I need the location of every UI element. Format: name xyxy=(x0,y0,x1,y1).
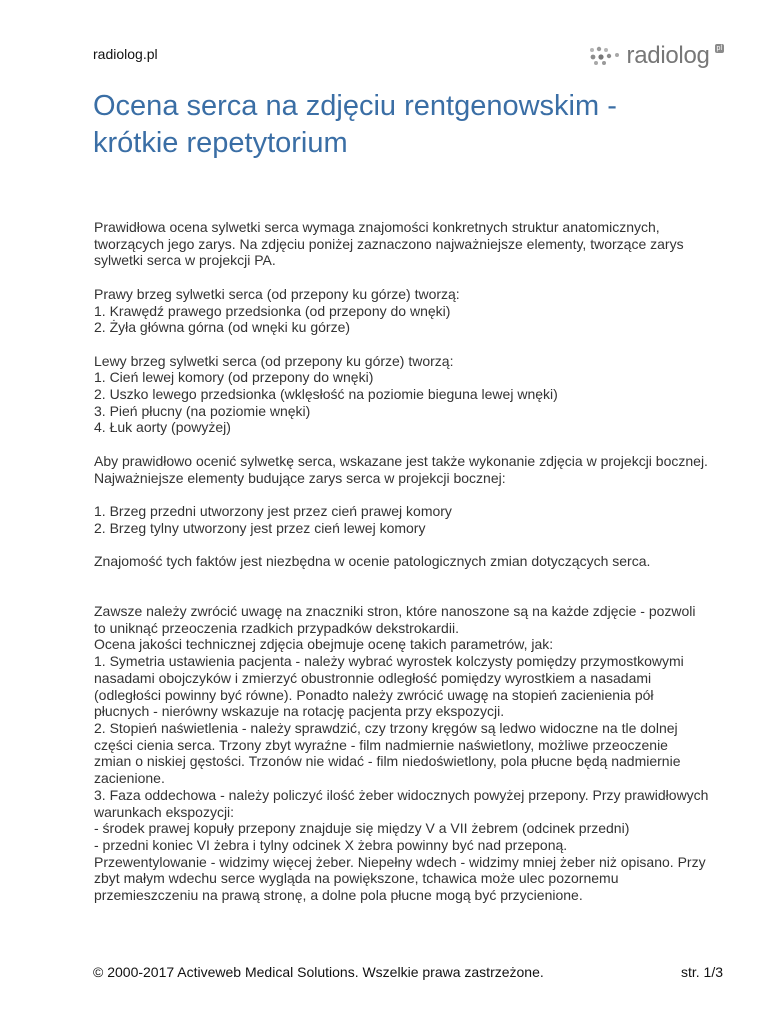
text-line: Znajomość tych faktów jest niezbędna w ocenie patologicznych zmian dotyczących serca. xyxy=(94,552,651,569)
paragraph-lateral-list xyxy=(94,503,734,536)
paragraph-importance xyxy=(94,553,734,570)
article-body xyxy=(94,219,734,904)
text-line: - przedni koniec VI żebra i tylny odcinek X żebra powinny być nad przeponą. xyxy=(94,836,568,853)
list-item: 4. Łuk aorty (powyżej) xyxy=(94,419,231,436)
list-item: 1. Krawędź prawego przedsionka (od przepony do wnęki) xyxy=(94,302,451,319)
logo-badge: pl xyxy=(716,44,722,52)
list-item: 2. Żyła główna górna (od wnęki ku górze) xyxy=(94,319,351,336)
text-line: płucnych - nierówny wskazuje na rotację pacjenta przy ekspozycji. xyxy=(94,703,505,720)
text-line: Prawidłowa ocena sylwetki serca wymaga znajomości konkretnych struktur anatomicznych, xyxy=(94,219,660,235)
text-line: zacienione. xyxy=(94,770,165,787)
text-line: (odległości powinny być równe). Ponadto należy zwrócić uwagę na stopień zacienienia pół xyxy=(94,686,654,703)
text-line: Zawsze należy zwrócić uwagę na znaczniki stron, które nanoszone są na każde zdjęcie - pozwoli xyxy=(94,603,696,620)
text-line: Aby prawidłowo ocenić sylwetkę serca, wskazane jest także wykonanie zdjęcia w projekcji bocznej. xyxy=(94,452,708,469)
footer-copyright: © 2000-2017 Activeweb Medical Solutions. Wszelkie prawa zastrzeżone. xyxy=(93,964,544,980)
text-line: - środek prawej kopuły przepony znajduje się między V a VII żebrem (odcinek przedni) xyxy=(94,820,630,837)
text-line: 3. Faza oddechowa - należy policzyć ilość żeber widocznych powyżej przepony. Przy prawidłowych xyxy=(94,786,709,803)
list-item: 3. Pień płucny (na poziomie wnęki) xyxy=(94,402,311,419)
page-number: str. 1/3 xyxy=(680,964,723,980)
logo-dots-icon xyxy=(589,46,623,66)
text-line: zbyt małym wdechu serce wygląda na powiększone, tchawica może ulec pozornemu xyxy=(94,870,619,887)
text-line: nasadami obojczyków i zmierzyć obustronnie odległość pomiędzy wyrostkiem a nasadami xyxy=(94,669,652,686)
title-line: krótkie repetytorium xyxy=(93,127,348,159)
text-line: Przewentylowanie - widzimy więcej żeber. Niepełny wdech - widzimy mniej żeber niż opisano. Przy xyxy=(94,853,706,870)
text-line: 1. Symetria ustawienia pacjenta - należy wybrać wyrostek kolczysty pomiędzy przymostkowymi xyxy=(94,653,684,670)
paragraph-left-border xyxy=(94,353,734,437)
paragraph-lateral-intro xyxy=(94,453,734,486)
paragraph-right-border xyxy=(94,286,734,336)
logo-wordmark: radiolog xyxy=(626,42,710,69)
list-item: 2. Uszko lewego przedsionka (wklęsłość na poziomie bieguna lewej wnęki) xyxy=(94,386,558,402)
list-item: 1. Cień lewej komory (od przepony do wnęki) xyxy=(94,369,374,386)
text-line: zmian o niskiej gęstości. Trzonów nie widać - film niedoświetlony, pola płucne będą nadmiernie xyxy=(94,753,681,770)
radiolog-logo xyxy=(589,44,724,68)
text-line: tworzących jego zarys. Na zdjęciu poniżej zaznaczono najważniejsze elementy, tworzące zarys xyxy=(94,235,684,252)
page-title xyxy=(93,88,713,162)
text-line: to uniknąć przeoczenia rzadkich przypadków dekstrokardii. xyxy=(94,619,459,636)
paragraph-quality xyxy=(94,603,734,904)
text-line: Najważniejsze elementy budujące zarys serca w projekcji bocznej: xyxy=(94,469,506,486)
site-name: radiolog.pl xyxy=(93,46,158,62)
text-line: części cienia serca. Trzony zbyt wyraźne - film nadmiernie naświetlony, możliwe przeoczenie xyxy=(94,736,668,753)
text-line: Lewy brzeg sylwetki serca (od przepony ku górze) tworzą: xyxy=(94,352,454,369)
text-line: Prawy brzeg sylwetki serca (od przepony ku górze) tworzą: xyxy=(94,285,460,302)
list-item: 2. Brzeg tylny utworzony jest przez cień lewej komory xyxy=(94,519,426,536)
list-item: 1. Brzeg przedni utworzony jest przez cień prawej komory xyxy=(94,502,452,519)
text-line: przemieszczeniu na prawą stronę, a dolne pola płucne mogą być przycienione. xyxy=(94,887,583,904)
text-line: sylwetki serca w projekcji PA. xyxy=(94,252,276,269)
text-line: Ocena jakości technicznej zdjęcia obejmuje ocenę takich parametrów, jak: xyxy=(94,636,554,653)
title-line: Ocena serca na zdjęciu rentgenowskim - xyxy=(93,90,617,122)
text-line: 2. Stopień naświetlenia - należy sprawdzić, czy trzony kręgów są ledwo widoczne na tle dolnej xyxy=(94,720,678,736)
text-line: warunkach ekspozycji: xyxy=(94,803,235,820)
paragraph-intro xyxy=(94,219,734,269)
